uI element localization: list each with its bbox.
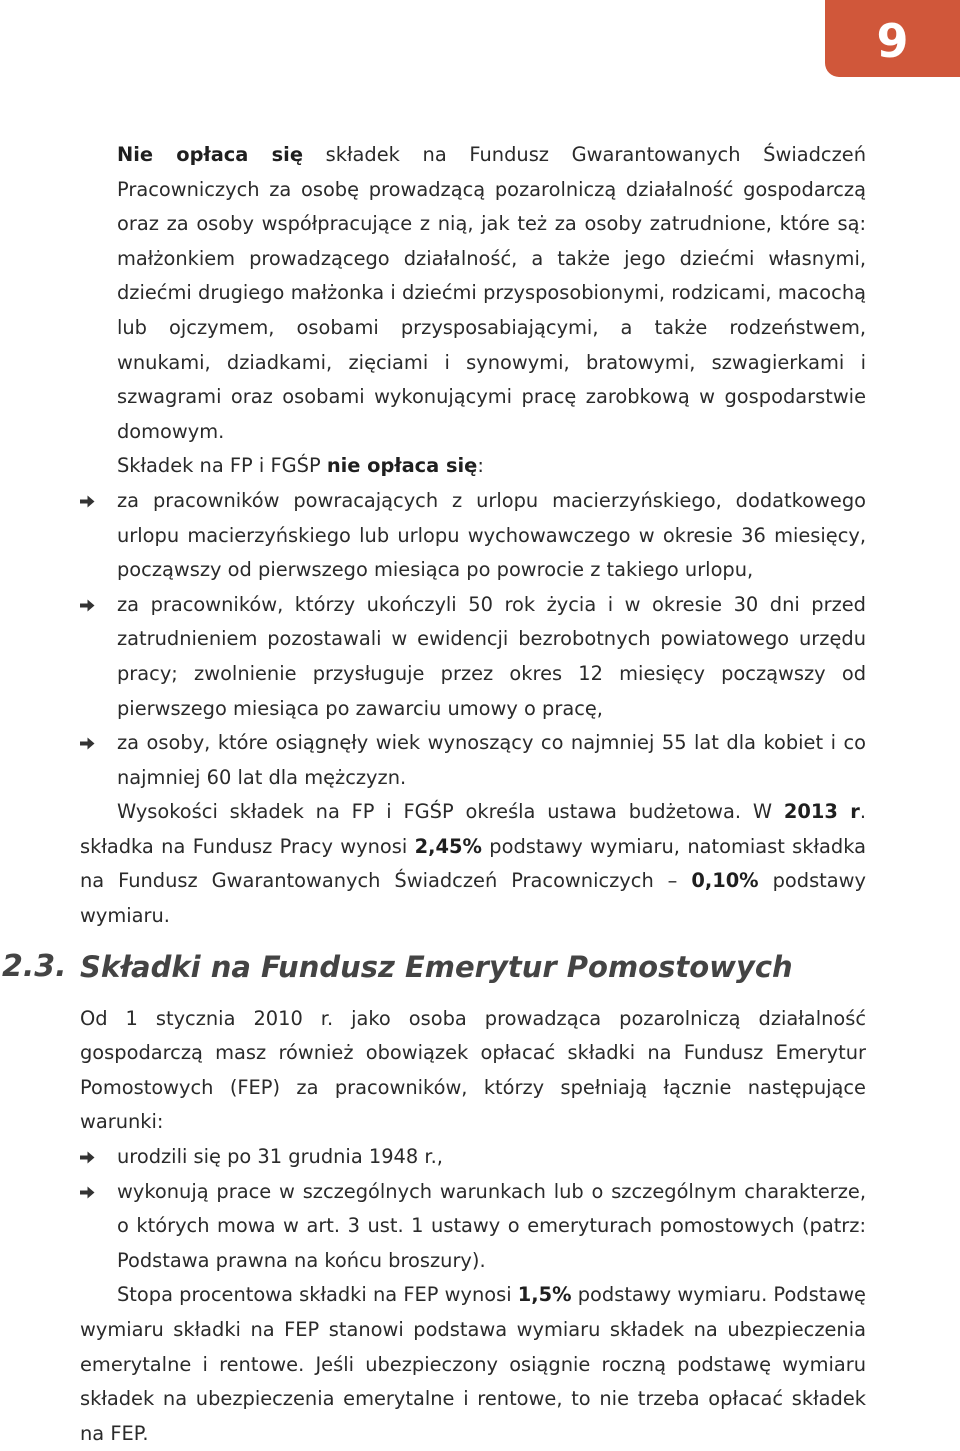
list-item-text: wykonują prace w szczególnych warunkach lub o szczególnym charakterze, o których mowa w art. 3 ust. 1 ustawy o emeryturach pomostowych (patrz: Podstawa prawna na końcu broszury).	[117, 1179, 866, 1272]
rates-text-4: podstawy wymiaru.	[80, 869, 866, 928]
intro-bold: Nie opłaca się	[117, 143, 303, 166]
fp-exemption-list	[80, 484, 866, 795]
rates-text-3: podstawy wymiaru, natomiast składka na Fundusz Gwarantowanych Świadczeń Pracowniczych –	[80, 834, 866, 893]
rates-year: 2013 r	[783, 800, 860, 824]
section-heading	[2, 940, 866, 1002]
fep-conditions-list	[80, 1140, 866, 1278]
list-item-text: urodzili się po 31 grudnia 1948 r.,	[117, 1145, 443, 1169]
intro-paragraph	[80, 138, 866, 449]
page-content	[2, 138, 866, 1451]
arrow-right-icon	[80, 599, 95, 612]
fp-intro-prefix: Składek na FP i FGŚP	[117, 454, 327, 478]
page-number-badge: 9	[825, 0, 960, 77]
intro-text: składek na Fundusz Gwarantowanych Świadczeń Pracowniczych za osobę prowadzącą pozarolniczą działalność gospodarczą oraz za osoby współpracujące z nią, jak też za osoby zatrudnione, które są: małżonkiem prowadzącego działalność, a także jego dziećmi własnymi, dziećmi drugiego małżonka i dziećmi przysposobionymi, rodzicami, macochą lub ojczymem, osobami przysposabiającymi, a także rodzeństwem, wnukami, dziadkami, zięciami i synowymi, bratowymi, szwagierkami i szwagrami oraz osobami wykonującymi pracę zarobkową w gospodarstwie domowym.	[117, 143, 866, 443]
section-title: Składki na Fundusz Emerytur Pomostowych	[80, 949, 793, 984]
arrow-right-icon	[80, 737, 95, 750]
list-item-text: za pracowników, którzy ukończyli 50 rok życia i w okresie 30 dni przed zatrudnieniem pozostawali w ewidencji bezrobotnych powiatowego urzędu pracy; zwolnienie przysługuje przez okres 12 miesięcy począwszy od pierwszego miesiąca po zawarciu umowy o pracę,	[117, 592, 866, 720]
list-item	[80, 588, 866, 726]
list-item	[80, 484, 866, 588]
arrow-right-icon	[80, 495, 95, 508]
fep-rate-paragraph	[80, 1278, 866, 1451]
fp-rate-value: 2,45%	[414, 834, 482, 858]
fgsp-rate-value: 0,10%	[691, 869, 759, 893]
fep-rate-text-1: Stopa procentowa składki na FEP wynosi	[117, 1283, 518, 1307]
list-item-text: za pracowników powracających z urlopu macierzyńskiego, dodatkowego urlopu macierzyńskiego lub urlopu wychowawczego w okresie 36 miesięcy, począwszy od pierwszego miesiąca po powrocie z takiego urlopu,	[117, 488, 866, 582]
list-item-text: za osoby, które osiągnęły wiek wynoszący co najmniej 55 lat dla kobiet i co najmniej 60 lat dla mężczyzn.	[117, 731, 866, 789]
fep-intro-paragraph: Od 1 stycznia 2010 r. jako osoba prowadząca pozarolniczą działalność gospodarczą masz również obowiązek opłacać składki na Fundusz Emerytur Pomostowych (FEP) za pracowników, którzy spełniają łącznie następujące warunki:	[80, 1006, 866, 1134]
list-item	[80, 1175, 866, 1279]
arrow-right-icon	[80, 1151, 95, 1164]
fep-rate-text-2: podstawy wymiaru. Podstawę wymiaru składki na FEP stanowi podstawa wymiaru składek na ubezpieczenia emerytalne i rentowe. Jeśli ubezpieczony osiągnie roczną podstawę wymiaru składek na ubezpieczenia emerytalne i rentowe, to nie trzeba opłacać składek na FEP.	[80, 1283, 866, 1445]
fep-rate-value: 1,5%	[517, 1283, 572, 1307]
arrow-right-icon	[80, 1186, 95, 1199]
fp-intro-suffix: :	[477, 454, 484, 478]
section-number: 2.3.	[2, 948, 67, 984]
list-item	[80, 726, 866, 795]
rates-text-2: . składka na Fundusz Pracy wynosi	[80, 800, 866, 858]
list-item	[80, 1140, 866, 1175]
fp-intro-bold: nie opłaca się	[326, 454, 478, 478]
fp-intro-paragraph	[80, 449, 866, 484]
rates-text-1: Wysokości składek na FP i FGŚP określa ustawa budżetowa. W	[117, 800, 784, 824]
rates-paragraph	[80, 795, 866, 933]
